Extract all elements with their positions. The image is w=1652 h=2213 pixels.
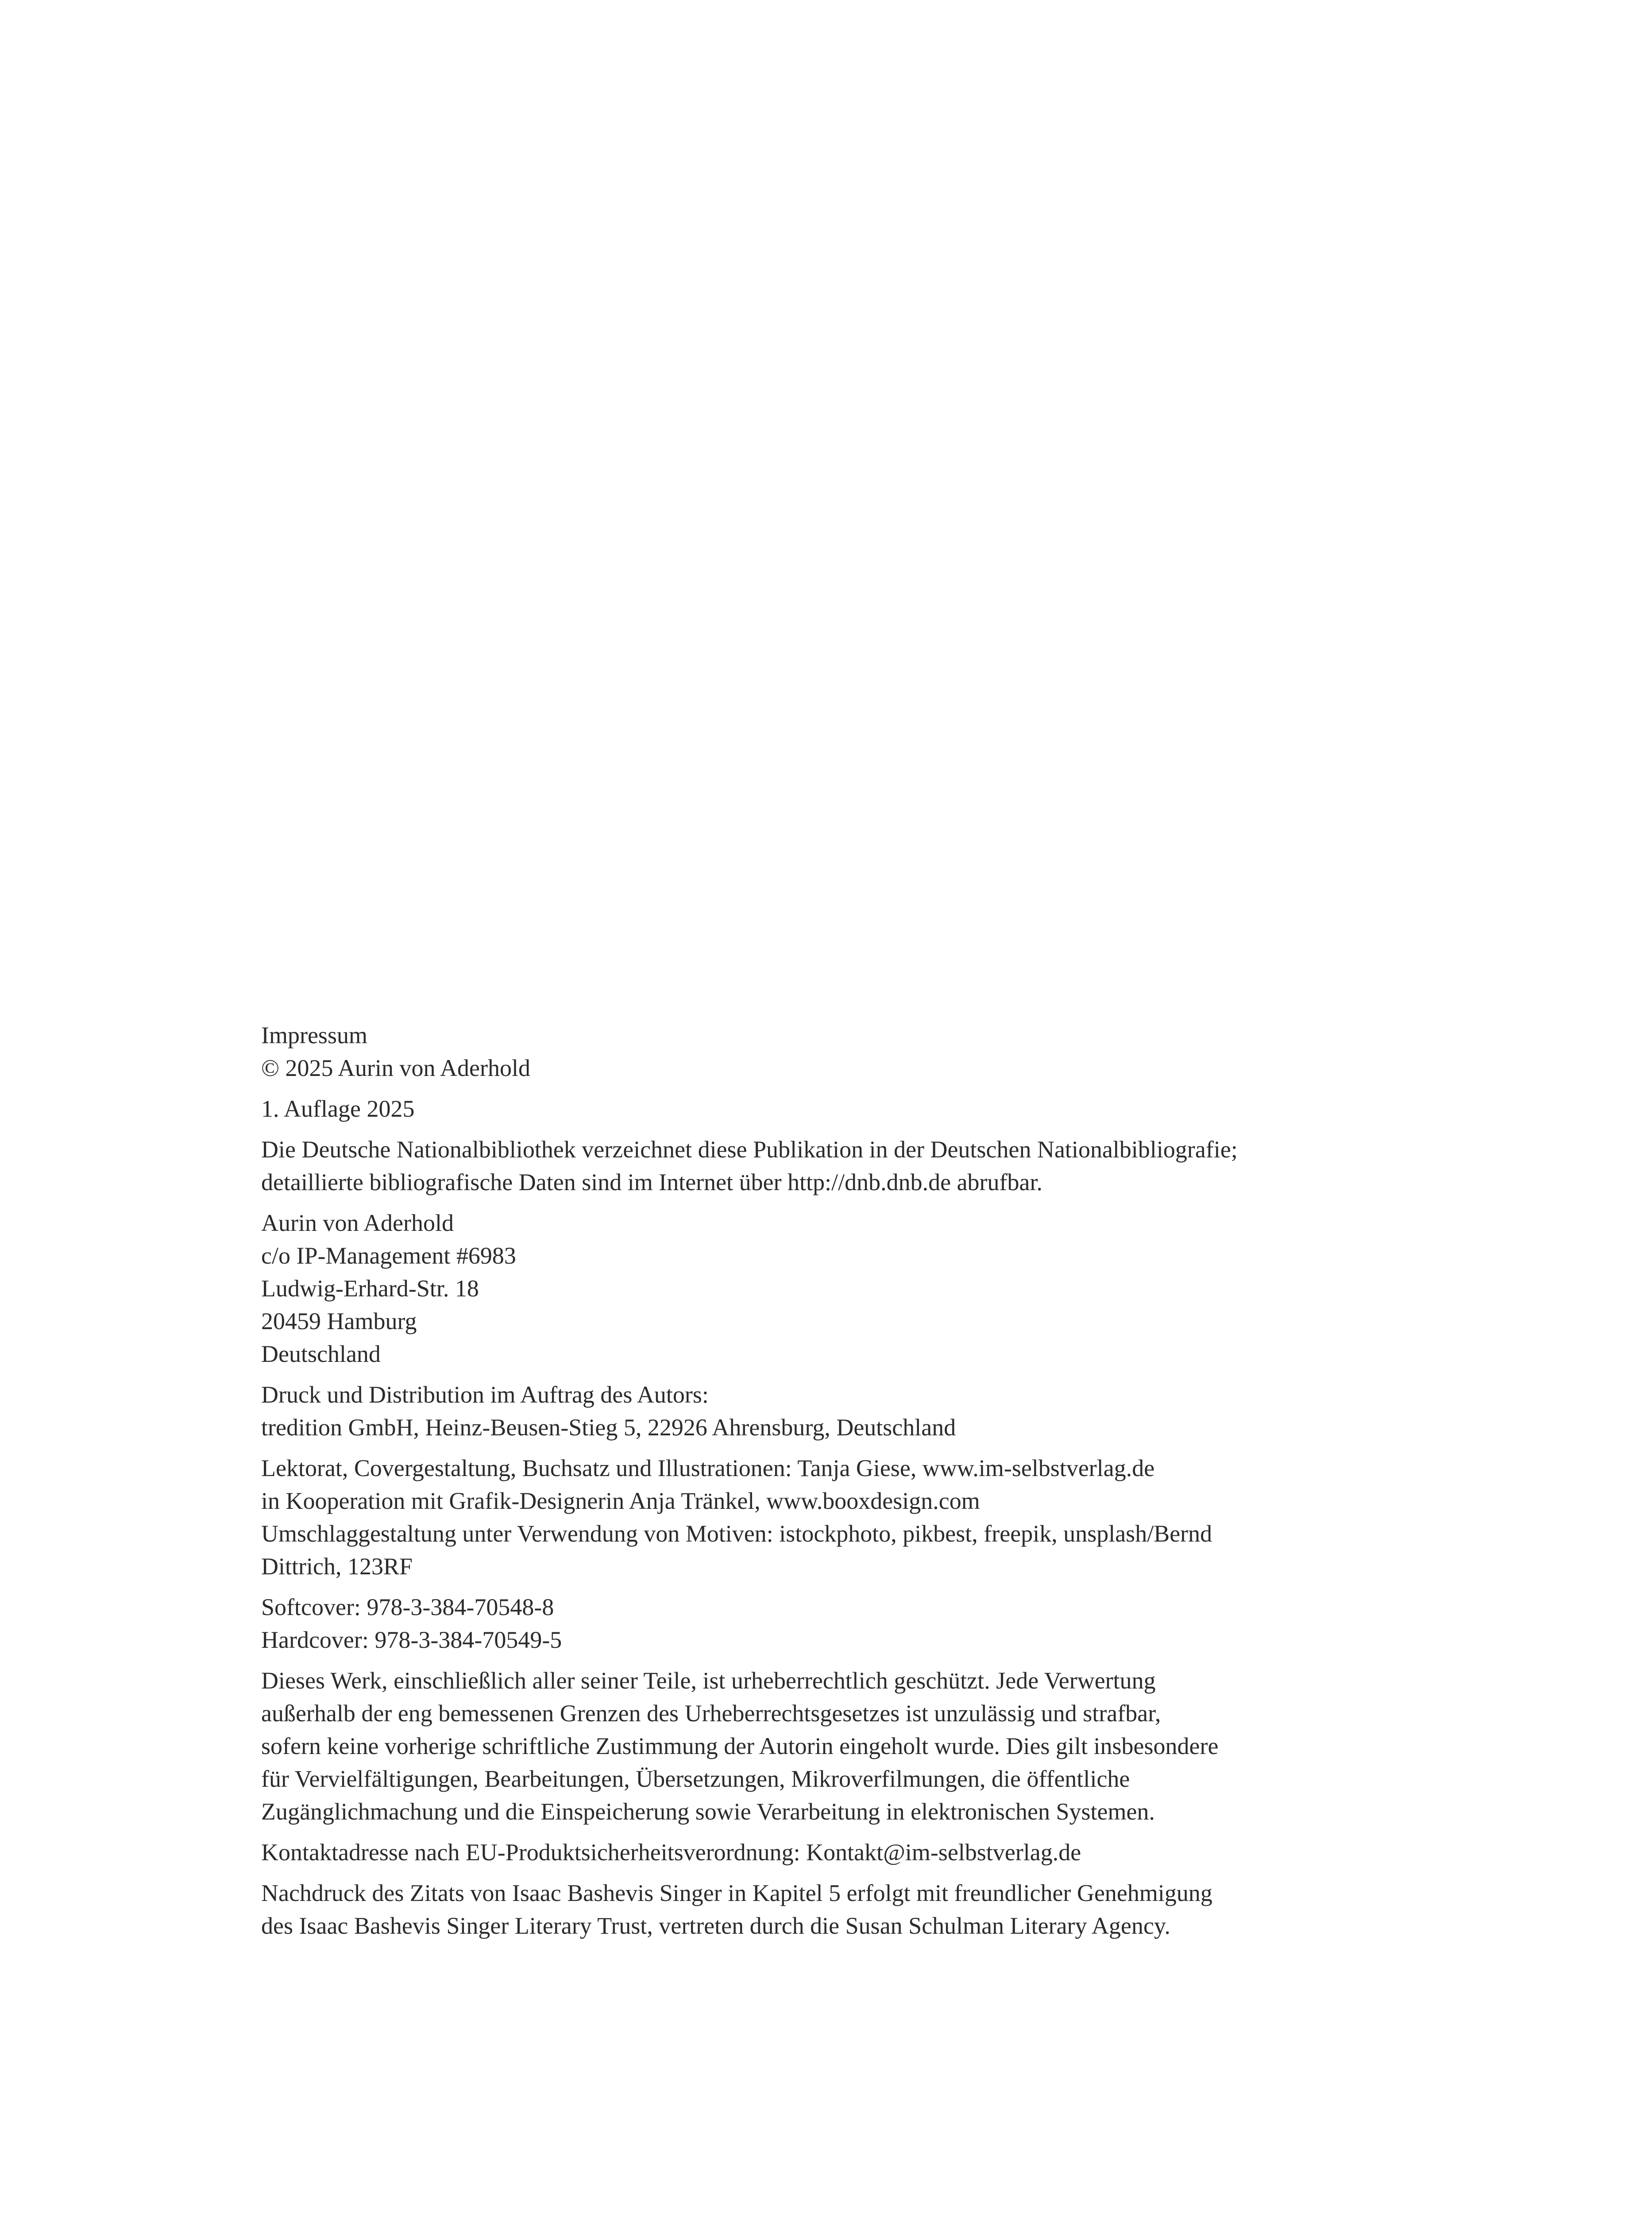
distribution-block [261,1378,1439,1444]
distribution-line: Druck und Distribution im Auftrag des Autors: [261,1381,709,1408]
dnb-line: detaillierte bibliografische Daten sind im Internet über http://dnb.dnb.de abrufbar. [261,1169,1042,1195]
notice-line: Dieses Werk, einschließlich aller seiner Teile, ist urheberrechtlich geschützt. Jede Verwertung [261,1667,1156,1694]
address-line: c/o IP-Management #6983 [261,1242,516,1269]
address-line: Deutschland [261,1341,381,1367]
contact-block [261,1836,1439,1869]
dnb-line: Die Deutsche Nationalbibliothek verzeichnet diese Publikation in der Deutschen Nationalbibliografie; [261,1136,1238,1163]
imprint-heading: Impressum [261,1022,367,1049]
credits-line: Umschlaggestaltung unter Verwendung von Motiven: istockphoto, pikbest, freepik, unsplash/Bernd [261,1520,1212,1547]
notice-line: Zugänglichmachung und die Einspeicherung sowie Verarbeitung in elektronischen Systemen. [261,1798,1155,1825]
edition-line: 1. Auflage 2025 [261,1095,415,1122]
dnb-notice [261,1133,1439,1199]
isbn-softcover: Softcover: 978-3-384-70548-8 [261,1594,554,1620]
permission-line: Nachdruck des Zitats von Isaac Bashevis Singer in Kapitel 5 erfolgt mit freundlicher Genehmigung [261,1880,1212,1906]
contact-line: Kontaktadresse nach EU-Produktsicherheitsverordnung: Kontakt@im-selbstverlag.de [261,1839,1081,1866]
credits-line: Dittrich, 123RF [261,1553,413,1580]
credits-line: in Kooperation mit Grafik-Designerin Anja Tränkel, www.booxdesign.com [261,1488,980,1514]
notice-line: außerhalb der eng bemessenen Grenzen des Urheberrechtsgesetzes ist unzulässig und strafbar, [261,1700,1161,1727]
copyright-notice [261,1664,1439,1828]
isbn-hardcover: Hardcover: 978-3-384-70549-5 [261,1627,562,1653]
imprint-section [261,1019,1439,1950]
edition-block [261,1092,1439,1125]
address-line: 20459 Hamburg [261,1308,417,1334]
author-address [261,1207,1439,1370]
address-line: Ludwig-Erhard-Str. 18 [261,1275,479,1302]
imprint-header [261,1019,1439,1084]
permission-line: des Isaac Bashevis Singer Literary Trust, vertreten durch die Susan Schulman Literary Agency. [261,1912,1170,1939]
copyright-line: © 2025 Aurin von Aderhold [261,1055,531,1081]
quote-permission [261,1877,1439,1942]
notice-line: für Vervielfältigungen, Bearbeitungen, Übersetzungen, Mikroverfilmungen, die öffentliche [261,1766,1130,1792]
isbn-block [261,1591,1439,1656]
credits-line: Lektorat, Covergestaltung, Buchsatz und Illustrationen: Tanja Giese, www.im-selbstverlag.de [261,1455,1155,1481]
distribution-line: tredition GmbH, Heinz-Beusen-Stieg 5, 22926 Ahrensburg, Deutschland [261,1414,956,1441]
address-line: Aurin von Aderhold [261,1210,454,1236]
notice-line: sofern keine vorherige schriftliche Zustimmung der Autorin eingeholt wurde. Dies gilt insbesondere [261,1733,1219,1759]
credits-block [261,1452,1439,1583]
